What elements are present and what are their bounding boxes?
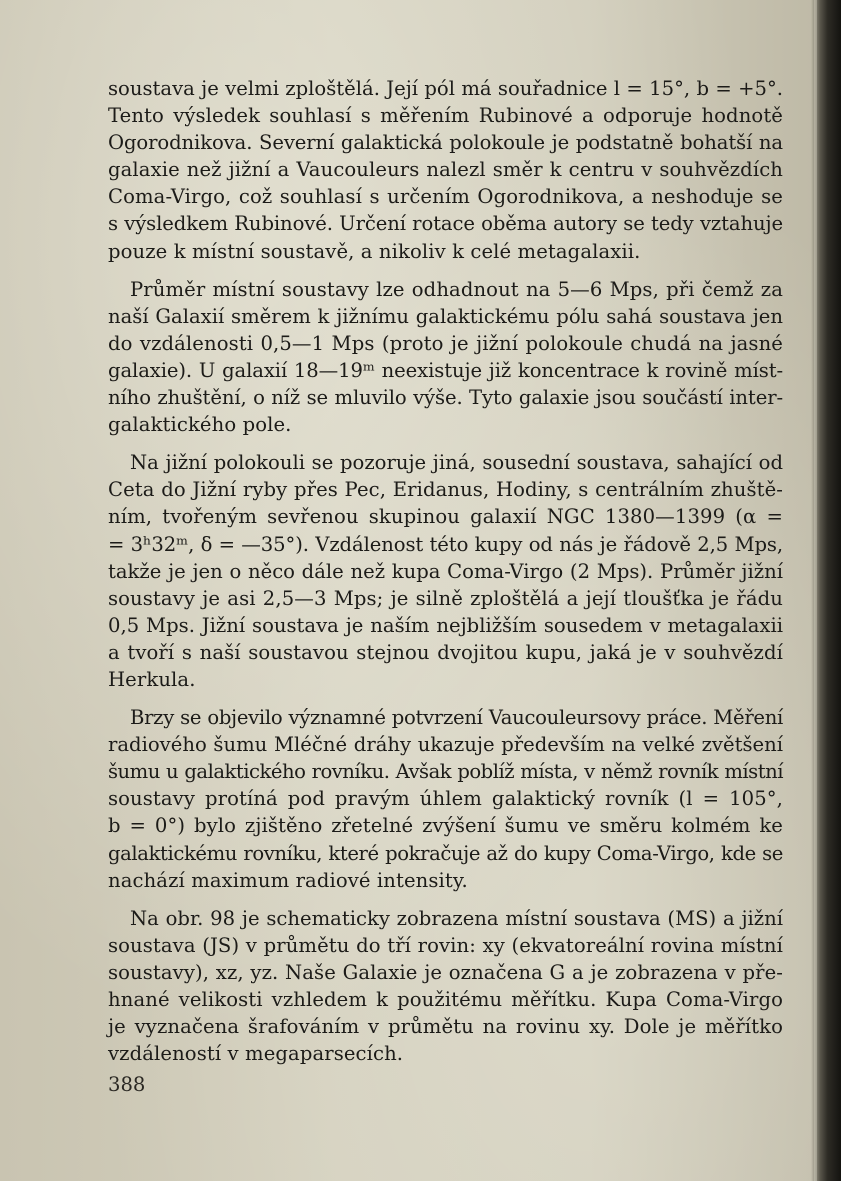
text-line: Na obr. 98 je schematicky zobrazena místní soustava (MS) a jižní <box>130 906 783 930</box>
text-line: Brzy se objevilo významné potvrzení Vaucouleursovy práce. Měření <box>130 706 783 730</box>
paragraph-2-cont <box>108 303 783 438</box>
text-line: naší Galaxií směrem k jižnímu galaktickému pólu sahá soustava jen <box>108 304 783 328</box>
text-line: šumu u galaktického rovníku. Avšak poblíž místa, v němž rovník místní <box>108 760 783 784</box>
text-line: Ogorodnikova. Severní galaktická polokoule je podstatně bohatší na <box>108 131 783 155</box>
text-line: soustavy protíná pod pravým úhlem galaktický rovník (l = 105°, <box>108 787 783 811</box>
text-line: galaxie než jižní a Vaucouleurs nalezl směr k centru v souhvězdích <box>108 158 783 182</box>
text-line: radiového šumu Mléčné dráhy ukazuje především na velké zvětšení <box>108 733 783 757</box>
paragraph-1 <box>108 75 783 265</box>
text-line: ního zhuštění, o níž se mluvilo výše. Tyto galaxie jsou součástí inter- <box>108 386 783 410</box>
paragraph-3-cont <box>108 476 783 693</box>
text-line: Coma-Virgo, což souhlasí s určením Ogorodnikova, a neshoduje se <box>108 185 783 209</box>
text-line: 0,5 Mps. Jižní soustava je naším nejbližším sousedem v metagalaxii <box>108 613 783 637</box>
text-line: soustava (JS) v průmětu do tří rovin: xy (ekvatoreální rovina místní <box>108 933 783 957</box>
text-line: galaktického pole. <box>108 413 292 437</box>
text-line: Tento výsledek souhlasí s měřením Rubinové a odporuje hodnotě <box>108 104 783 128</box>
text-line: Na jižní polokouli se pozoruje jiná, sousední soustava, sahající od <box>130 451 783 475</box>
paragraph-5-cont <box>108 932 783 1067</box>
text-line: takže je jen o něco dále než kupa Coma-Virgo (2 Mps). Průměr jižní <box>108 559 783 583</box>
text-line: galaktickému rovníku, které pokračuje až do kupy Coma-Virgo, kde se <box>108 841 783 865</box>
paragraph-3 <box>108 449 783 476</box>
text-line: Průměr místní soustavy lze odhadnout na 5—6 Mps, při čemž za <box>130 277 783 301</box>
text-line: galaxie). U galaxií 18—19ᵐ neexistuje již koncentrace k rovině míst- <box>108 358 783 382</box>
text-line: do vzdálenosti 0,5—1 Mps (proto je jižní polokoule chudá na jasné <box>108 331 783 355</box>
text-line: soustavy je asi 2,5—3 Mps; je silně zploštělá a její tloušťka je řádu <box>108 586 783 610</box>
text-line: soustavy), xz, yz. Naše Galaxie je označena G a je zobrazena v pře- <box>108 960 783 984</box>
page-number: 388 <box>108 1073 146 1096</box>
paragraph-4 <box>108 704 783 731</box>
page-spine-highlight <box>814 0 817 1181</box>
text-line: hnané velikosti vzhledem k použitému měřítku. Kupa Coma-Virgo <box>108 988 783 1011</box>
page-body <box>108 75 783 1067</box>
text-line: a tvoří s naší soustavou stejnou dvojitou kupu, jaká je v souhvězdí <box>108 640 783 664</box>
text-line: pouze k místní soustavě, a nikoliv k celé metagalaxii. <box>108 239 641 263</box>
text-line: soustava je velmi zploštělá. Její pól má souřadnice l = 15°, b = +5°. <box>108 77 783 100</box>
text-line: s výsledkem Rubinové. Určení rotace oběma autory se tedy vztahuje <box>108 212 783 236</box>
text-line: ním, tvořeným sevřenou skupinou galaxií NGC 1380—1399 (α = <box>108 505 783 529</box>
paragraph-4-cont <box>108 731 783 894</box>
text-line: nachází maximum radiové intensity. <box>108 868 468 892</box>
text-line: Herkula. <box>108 667 196 691</box>
paragraph-2 <box>108 276 783 303</box>
text-line: = 3ʰ32ᵐ, δ = —35°). Vzdálenost této kupy od nás je řádově 2,5 Mps, <box>108 532 783 556</box>
text-line: je vyznačena šrafováním v průmětu na rovinu xy. Dole je měřítko <box>108 1015 783 1039</box>
text-line: Ceta do Jižní ryby přes Pec, Eridanus, Hodiny, s centrálním zhuště- <box>108 478 783 502</box>
text-line: vzdáleností v megaparsecích. <box>108 1042 404 1066</box>
paragraph-5 <box>108 905 783 932</box>
text-line: b = 0°) bylo zjištěno zřetelné zvýšení šumu ve směru kolmém ke <box>108 814 783 838</box>
